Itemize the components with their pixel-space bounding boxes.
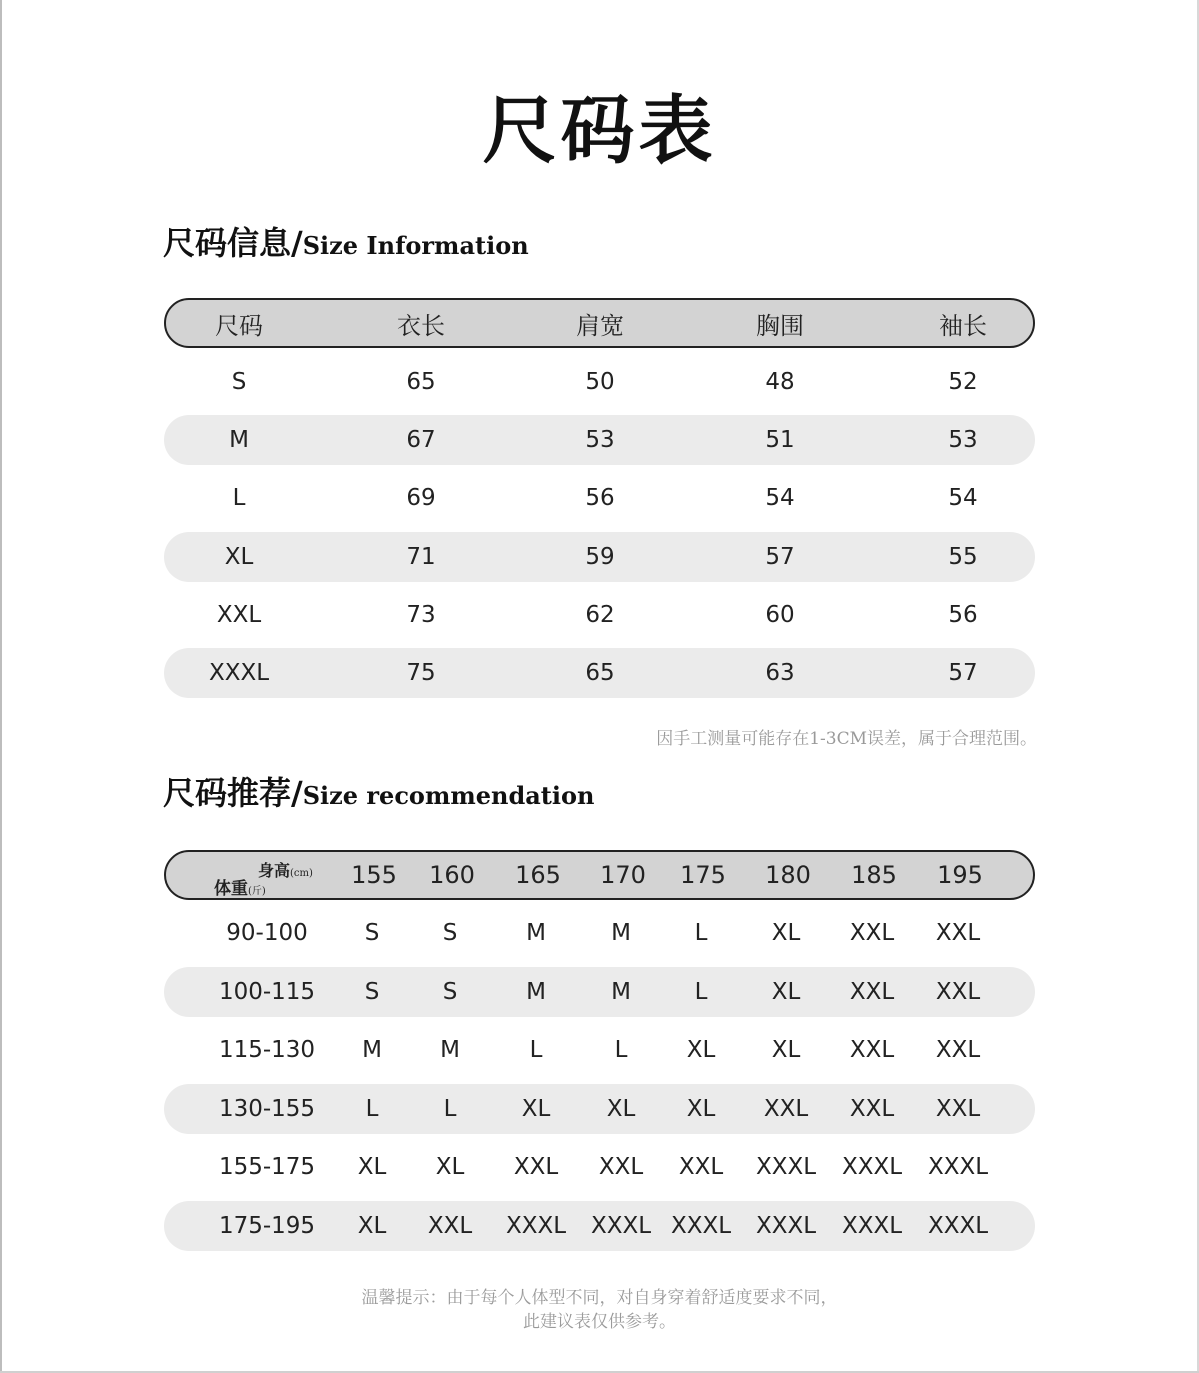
size-info-cell: 53 <box>585 427 615 454</box>
page-title: 尺码表 <box>482 88 717 174</box>
size-info-cell: XXL <box>216 601 262 628</box>
size-rec-row <box>164 1201 1035 1251</box>
size-info-cell: 63 <box>765 660 795 686</box>
recommended-size-cell: XXL <box>849 920 895 946</box>
size-info-cell: 56 <box>585 485 615 512</box>
size-rec-heading-en: Size recommendation <box>302 781 595 810</box>
recommended-size-cell: XL <box>435 1154 465 1181</box>
recommended-size-cell: XXXL <box>755 1213 817 1239</box>
size-info-header-cell: 胸围 <box>756 311 804 340</box>
size-info-cell: 55 <box>948 543 978 570</box>
weight-range-cell: 130-155 <box>218 1095 316 1122</box>
measurement-note: 因手工测量可能存在1-3CM误差，属于合理范围。 <box>656 729 1037 749</box>
recommended-size-cell: XXL <box>935 978 981 1005</box>
size-info-cell: 52 <box>948 369 978 395</box>
height-label-text: 身高 <box>258 861 291 880</box>
height-label <box>258 858 313 881</box>
size-info-cell: 56 <box>948 601 978 628</box>
size-info-heading-en: Size Information <box>302 231 529 260</box>
size-info-cell: XL <box>224 543 254 570</box>
size-info-row <box>164 648 1035 698</box>
size-info-cell: 65 <box>406 369 436 395</box>
recommended-size-cell: XXL <box>598 1154 644 1181</box>
weight-range-cell: 100-115 <box>218 978 316 1005</box>
height-unit: (cm) <box>290 868 313 879</box>
recommended-size-cell: XXL <box>763 1095 809 1122</box>
size-info-header-cell: 肩宽 <box>576 311 624 340</box>
recommended-size-cell: XXXL <box>670 1213 732 1239</box>
size-info-cell: 51 <box>765 427 795 454</box>
size-info-header-row <box>164 298 1035 348</box>
frame-left-border <box>0 0 2 1373</box>
recommended-size-cell: L <box>614 1037 628 1064</box>
size-rec-heading-slash: / <box>291 774 303 812</box>
size-info-row <box>164 532 1035 582</box>
recommended-size-cell: XL <box>771 978 801 1005</box>
recommended-size-cell: S <box>442 920 458 946</box>
size-info-cell: 62 <box>585 601 615 628</box>
weight-label-text: 体重 <box>214 879 248 899</box>
recommended-size-cell: XL <box>606 1095 636 1122</box>
tip-line-1: 温馨提示：由于每个人体型不同，对自身穿着舒适度要求不同， <box>361 1288 838 1308</box>
size-info-cell: 57 <box>765 543 795 570</box>
size-info-cell: 54 <box>948 485 978 512</box>
height-header-cell: 175 <box>680 861 726 889</box>
size-rec-header-row <box>164 850 1035 900</box>
size-info-header-cell: 衣长 <box>397 311 445 340</box>
recommended-size-cell: S <box>364 978 380 1005</box>
recommended-size-cell: L <box>694 978 708 1005</box>
recommended-size-cell: XXXL <box>927 1154 989 1181</box>
weight-label <box>214 874 266 899</box>
recommended-size-cell: S <box>364 920 380 946</box>
recommended-size-cell: XL <box>521 1095 551 1122</box>
recommended-size-cell: XXXL <box>927 1213 989 1239</box>
size-info-cell: L <box>232 485 246 512</box>
recommended-size-cell: XL <box>357 1213 387 1239</box>
recommended-size-cell: M <box>526 920 546 946</box>
weight-range-cell: 175-195 <box>218 1213 316 1239</box>
size-rec-row <box>164 967 1035 1017</box>
size-info-header-cell: 袖长 <box>939 311 987 340</box>
recommended-size-cell: XXL <box>849 1037 895 1064</box>
size-info-heading <box>163 218 529 264</box>
recommended-size-cell: L <box>694 920 708 946</box>
height-header-cell: 195 <box>937 861 983 889</box>
size-info-cell: 60 <box>765 601 795 628</box>
recommended-size-cell: XXXL <box>505 1213 567 1239</box>
size-info-cell: 65 <box>585 660 615 686</box>
recommended-size-cell: L <box>365 1095 379 1122</box>
size-info-cell: 48 <box>765 369 795 395</box>
recommended-size-cell: XXL <box>935 1037 981 1064</box>
size-info-cell: 67 <box>406 427 436 454</box>
recommended-size-cell: XXXL <box>841 1154 903 1181</box>
recommended-size-cell: M <box>611 920 631 946</box>
recommended-size-cell: XXL <box>427 1213 473 1239</box>
height-header-cell: 180 <box>765 861 811 889</box>
size-info-cell: M <box>229 427 249 454</box>
size-info-cell: 69 <box>406 485 436 512</box>
size-rec-row <box>164 1084 1035 1134</box>
size-info-cell: 54 <box>765 485 795 512</box>
weight-range-cell: 115-130 <box>218 1037 316 1064</box>
size-info-cell: XXXL <box>208 660 270 686</box>
height-header-cell: 160 <box>429 861 475 889</box>
height-weight-corner-label <box>214 852 329 898</box>
size-info-row <box>164 415 1035 465</box>
recommended-size-cell: XL <box>686 1037 716 1064</box>
size-info-row <box>164 357 1035 407</box>
size-info-heading-zh: 尺码信息 <box>163 224 292 262</box>
recommended-size-cell: M <box>440 1037 460 1064</box>
recommended-size-cell: XXL <box>935 920 981 946</box>
recommended-size-cell: XXL <box>513 1154 559 1181</box>
recommended-size-cell: M <box>526 978 546 1005</box>
height-header-cell: 170 <box>600 861 646 889</box>
size-info-cell: 59 <box>585 543 615 570</box>
recommended-size-cell: XXL <box>849 1095 895 1122</box>
recommended-size-cell: M <box>362 1037 382 1064</box>
size-info-cell: 75 <box>406 660 436 686</box>
weight-range-cell: 90-100 <box>226 920 308 946</box>
height-header-cell: 185 <box>851 861 897 889</box>
size-info-cell: 57 <box>948 660 978 686</box>
recommended-size-cell: XXXL <box>755 1154 817 1181</box>
recommended-size-cell: XXL <box>935 1095 981 1122</box>
size-rec-row <box>164 908 1035 958</box>
size-info-cell: 50 <box>585 369 615 395</box>
size-info-heading-slash: / <box>291 224 303 262</box>
size-info-cell: 73 <box>406 601 436 628</box>
size-info-cell: 53 <box>948 427 978 454</box>
height-header-cell: 165 <box>515 861 561 889</box>
size-info-row <box>164 590 1035 640</box>
recommended-size-cell: XXL <box>849 978 895 1005</box>
size-rec-row <box>164 1025 1035 1075</box>
recommended-size-cell: XL <box>771 1037 801 1064</box>
size-info-row <box>164 473 1035 523</box>
size-info-cell: 71 <box>406 543 436 570</box>
weight-unit: (斤) <box>248 886 266 897</box>
recommended-size-cell: L <box>443 1095 457 1122</box>
recommended-size-cell: XL <box>686 1095 716 1122</box>
size-info-header-cell: 尺码 <box>215 311 263 340</box>
tip-line-2: 此建议表仅供参考。 <box>523 1312 676 1332</box>
size-rec-row <box>164 1142 1035 1192</box>
recommended-size-cell: M <box>611 978 631 1005</box>
recommended-size-cell: L <box>529 1037 543 1064</box>
recommended-size-cell: XXXL <box>590 1213 652 1239</box>
size-rec-heading <box>163 768 594 814</box>
recommended-size-cell: XXXL <box>841 1213 903 1239</box>
recommended-size-cell: S <box>442 978 458 1005</box>
height-header-cell: 155 <box>351 861 397 889</box>
recommended-size-cell: XL <box>771 920 801 946</box>
size-rec-heading-zh: 尺码推荐 <box>163 774 292 812</box>
size-info-cell: S <box>231 369 247 395</box>
weight-range-cell: 155-175 <box>218 1154 316 1181</box>
recommended-size-cell: XXL <box>678 1154 724 1181</box>
recommended-size-cell: XL <box>357 1154 387 1181</box>
